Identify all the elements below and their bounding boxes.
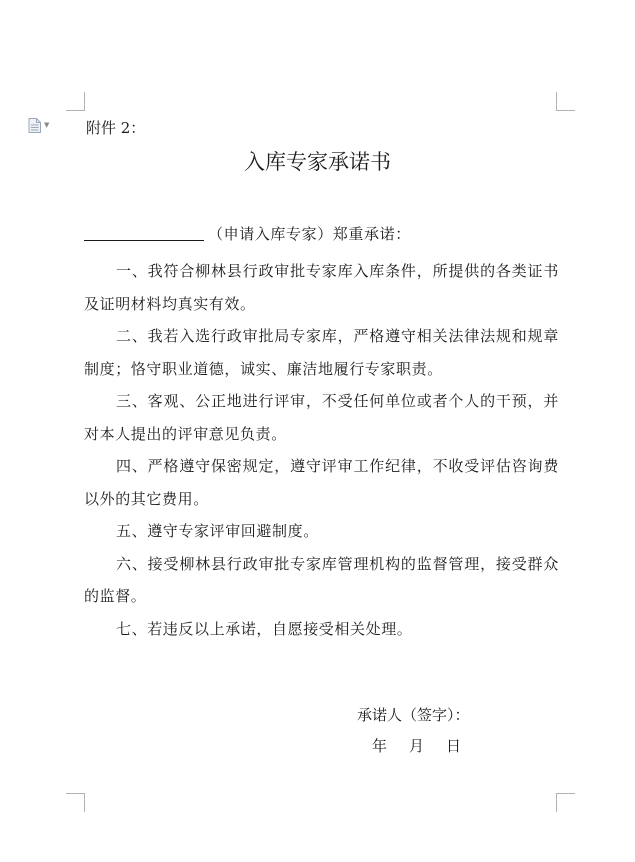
- margin-mark-top-left: [66, 92, 85, 111]
- margin-mark-bottom-right: [556, 793, 575, 812]
- document-body: [84, 220, 559, 645]
- date-month: 月: [409, 737, 425, 755]
- margin-mark-top-right: [556, 92, 575, 111]
- date-year: 年: [372, 737, 388, 755]
- commitment-paragraph-4: 四、严格遵守保密规定，遵守评审工作纪律，不收受评估咨询费以外的其它费用。: [84, 457, 559, 508]
- document-title: 入库专家承诺书: [244, 150, 391, 174]
- document-icon: [28, 118, 41, 133]
- commitment-paragraph-7: 七、若违反以上承诺，自愿接受相关处理。: [116, 619, 413, 638]
- date-day: 日: [446, 737, 462, 755]
- attachment-label: 附件 2：: [86, 119, 146, 137]
- signer-label: 承诺人（签字）：: [357, 706, 470, 724]
- margin-mark-bottom-left: [66, 793, 85, 812]
- name-blank-line[interactable]: [84, 222, 204, 241]
- chevron-down-icon: ▼: [44, 121, 50, 129]
- commitment-paragraph-3: 三、客观、公正地进行评审，不受任何单位或者个人的干预，并对本人提出的评审意见负责。: [84, 392, 559, 443]
- commitment-paragraph-1: 一、我符合柳林县行政审批专家库入库条件，所提供的各类证书及证明材料均真实有效。: [84, 262, 559, 313]
- commitment-paragraph-2: 二、我若入选行政审批局专家库，严格遵守相关法律法规和规章制度；恪守职业道德，诚实、廉洁地履行专家职责。: [84, 327, 559, 378]
- document-options-button[interactable]: [28, 118, 49, 133]
- commitment-paragraph-5: 五、遵守专家评审回避制度。: [116, 522, 319, 540]
- commitment-paragraph-6: 六、接受柳林县行政审批专家库管理机构的监督管理，接受群众的监督。: [84, 554, 559, 605]
- intro-line: [84, 220, 559, 248]
- intro-text: （申请入库专家）郑重承诺：: [208, 225, 411, 243]
- signature-date: [372, 736, 461, 756]
